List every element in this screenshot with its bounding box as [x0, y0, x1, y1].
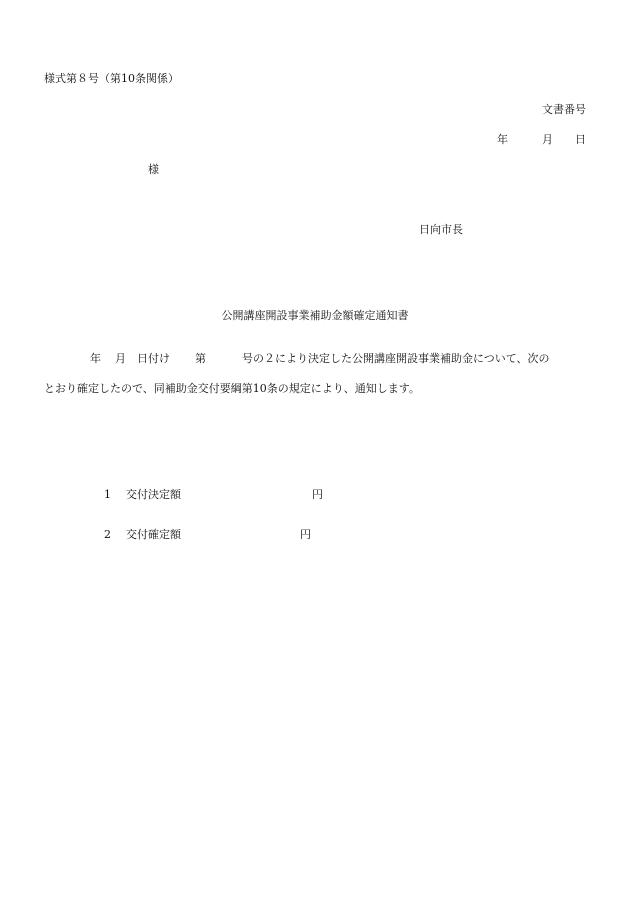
- body-text-line-2: とおり確定したので、同補助金交付要綱第10条の規定により、通知します。: [44, 382, 420, 395]
- document-number-label: 文書番号: [542, 103, 586, 116]
- date-month-label: 月: [542, 133, 553, 146]
- issuer-name: 日向市長: [419, 223, 463, 236]
- date-line: [497, 134, 586, 145]
- body-dated: 日付け: [137, 352, 170, 365]
- item-unit: 円: [300, 528, 311, 541]
- date-day-label: 日: [575, 133, 586, 146]
- form-identifier: 様式第８号（第10条関係）: [44, 72, 179, 85]
- body-rest: 号の２により決定した公開講座開設事業補助金について、次の: [242, 352, 550, 365]
- item-label: 交付決定額: [126, 488, 181, 501]
- item-unit: 円: [312, 488, 323, 501]
- document-title: 公開講座開設事業補助金額確定通知書: [221, 309, 409, 322]
- body-year: 年: [90, 352, 101, 365]
- recipient-honorific: 様: [148, 163, 159, 176]
- body-text-line-1: [90, 353, 550, 364]
- item-label: 交付確定額: [126, 528, 181, 541]
- body-dai: 第: [195, 352, 206, 365]
- body-month: 月: [115, 352, 126, 365]
- amount-item: [104, 529, 311, 540]
- amount-item: [104, 489, 323, 500]
- item-number: 1: [104, 488, 111, 501]
- date-year-label: 年: [497, 133, 508, 146]
- item-number: 2: [104, 528, 111, 541]
